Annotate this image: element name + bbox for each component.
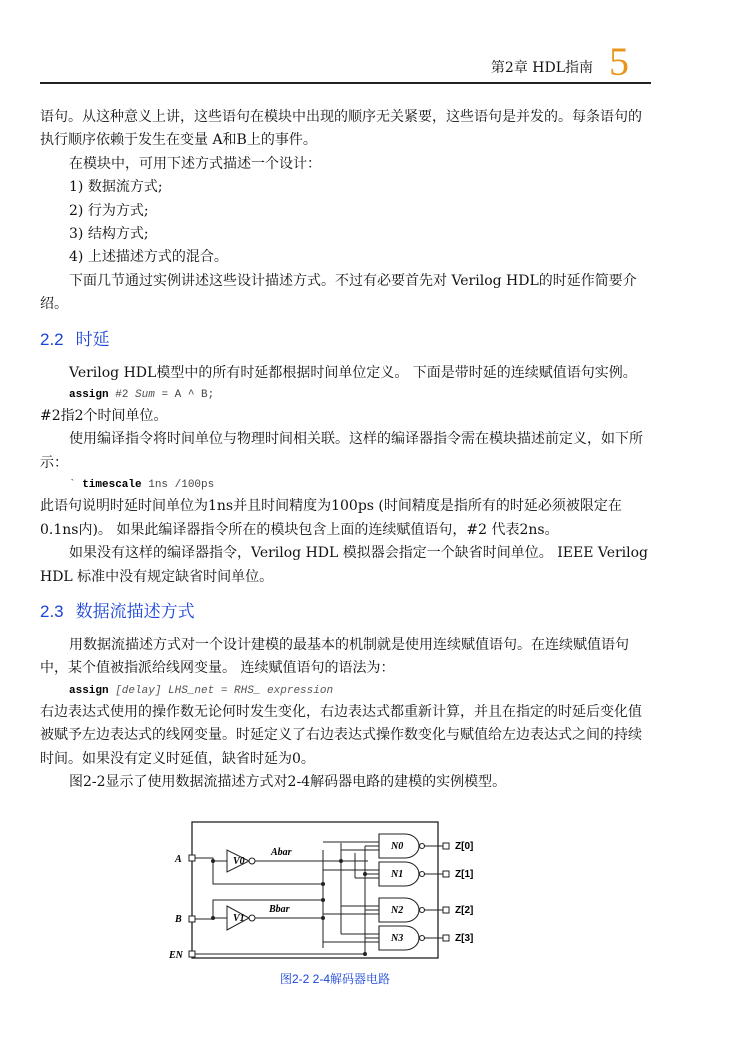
label-n2: N2 <box>391 905 404 916</box>
label-en: EN <box>169 950 183 961</box>
section-number: 2.2 <box>40 329 64 349</box>
label-v1: V1 <box>233 913 245 924</box>
section-title: 数据流描述方式 <box>75 601 195 621</box>
label-z3: Z[3] <box>455 933 474 944</box>
code-keyword: assign <box>69 389 109 402</box>
code-line <box>40 681 651 701</box>
paragraph: 下面几节通过实例讲述这些设计描述方式。不过有必要首先对 Verilog HDL的时延作简要介绍。 <box>40 272 637 313</box>
label-a: A <box>175 854 182 865</box>
paragraph: 使用编译指令将时间单位与物理时间相关联。这样的编译器指令需在模块描述前定义，如下所示： <box>40 431 643 471</box>
input-pin-b <box>189 916 195 922</box>
output-pin <box>443 843 449 849</box>
input-pin-a <box>189 855 195 861</box>
code-text: #2 <box>115 389 136 402</box>
output-pin <box>443 935 449 941</box>
code-text: = A ^ B; <box>154 389 215 402</box>
chapter-title: 第2章 HDL指南 <box>490 60 593 76</box>
code-keyword: assign <box>69 684 109 697</box>
output-pin <box>443 871 449 877</box>
circuit-diagram <box>169 818 483 968</box>
label-abar: Abar <box>271 847 292 858</box>
paragraph: 图2-2显示了使用数据流描述方式对2-4解码器电路的建模的实例模型。 <box>69 773 507 790</box>
figure-caption: 图2-2 2-4解码器电路 <box>280 972 391 986</box>
inverter-bubble <box>249 915 255 921</box>
label-n0: N0 <box>391 841 404 852</box>
input-pin-en <box>189 951 195 957</box>
code-keyword: timescale <box>82 479 142 492</box>
decoder-circuit-figure <box>169 818 483 968</box>
label-bbar: Bbar <box>269 904 290 915</box>
code-text: 1ns /100ps <box>141 479 215 492</box>
paragraph: 如果没有这样的编译器指令，Verilog HDL 模拟器会指定一个缺省时间单位。 IEEE Verilog HDL 标准中没有规定缺省时间单位。 <box>40 545 649 585</box>
label-b: B <box>175 914 182 925</box>
paragraph: 在模块中，可用下述方式描述一个设计： <box>69 155 321 172</box>
code-line <box>40 475 651 495</box>
list-item: 2) 行为方式; <box>69 202 149 219</box>
section-heading <box>40 328 651 352</box>
label-n3: N3 <box>391 933 404 944</box>
list-item: 1) 数据流方式; <box>69 179 163 196</box>
section-number: 2.3 <box>40 601 64 621</box>
label-z2: Z[2] <box>455 905 474 916</box>
page-body <box>40 106 651 794</box>
code-identifier: Sum <box>135 389 155 402</box>
code-text: [delay] LHS_net = RHS_ expression <box>108 684 334 697</box>
paragraph: 右边表达式使用的操作数无论何时发生变化，右边表达式都重新计算，并且在指定的时延后变化值被赋予左边表达式的线网变量。时延定义了右边表达式操作数变化与赋值给左边表达式之间的持续时间。如果没有定义时延值，缺省时延为0。 <box>40 703 642 767</box>
inverter-bubble <box>249 858 255 864</box>
label-v0: V0 <box>233 856 245 867</box>
paragraph: 语句。从这种意义上讲，这些语句在模块中出现的顺序无关紧要，这些语句是并发的。每条语句的执行顺序依赖于发生在变量 A和B上的事件。 <box>40 109 642 149</box>
output-pin <box>443 907 449 913</box>
list-item: 4) 上述描述方式的混合。 <box>69 249 228 266</box>
paragraph: 用数据流描述方式对一个设计建模的最基本的机制就是使用连续赋值语句。在连续赋值语句中，某个值被指派给线网变量。 连续赋值语句的语法为： <box>40 636 629 677</box>
page-number: 5 <box>609 39 629 84</box>
code-line <box>40 385 651 405</box>
paragraph: #2指2个时间单位。 <box>40 408 168 425</box>
label-z1: Z[1] <box>455 869 474 880</box>
page-header <box>40 40 651 84</box>
paragraph: 此语句说明时延时间单位为1ns并且时间精度为100ps (时间精度是指所有的时延必须被限定在0.1ns内)。 如果此编译器指令所在的模块包含上面的连续赋值语句，#2 代表2ns。 <box>40 498 622 538</box>
section-title: 时延 <box>75 329 110 349</box>
code-text: ` <box>69 479 83 492</box>
label-n1: N1 <box>391 869 404 880</box>
section-heading <box>40 600 651 624</box>
label-z0: Z[0] <box>455 841 474 852</box>
list-item: 3) 结构方式; <box>69 226 149 243</box>
paragraph: Verilog HDL模型中的所有时延都根据时间单位定义。 下面是带时延的连续赋值语句实例。 <box>69 364 637 381</box>
